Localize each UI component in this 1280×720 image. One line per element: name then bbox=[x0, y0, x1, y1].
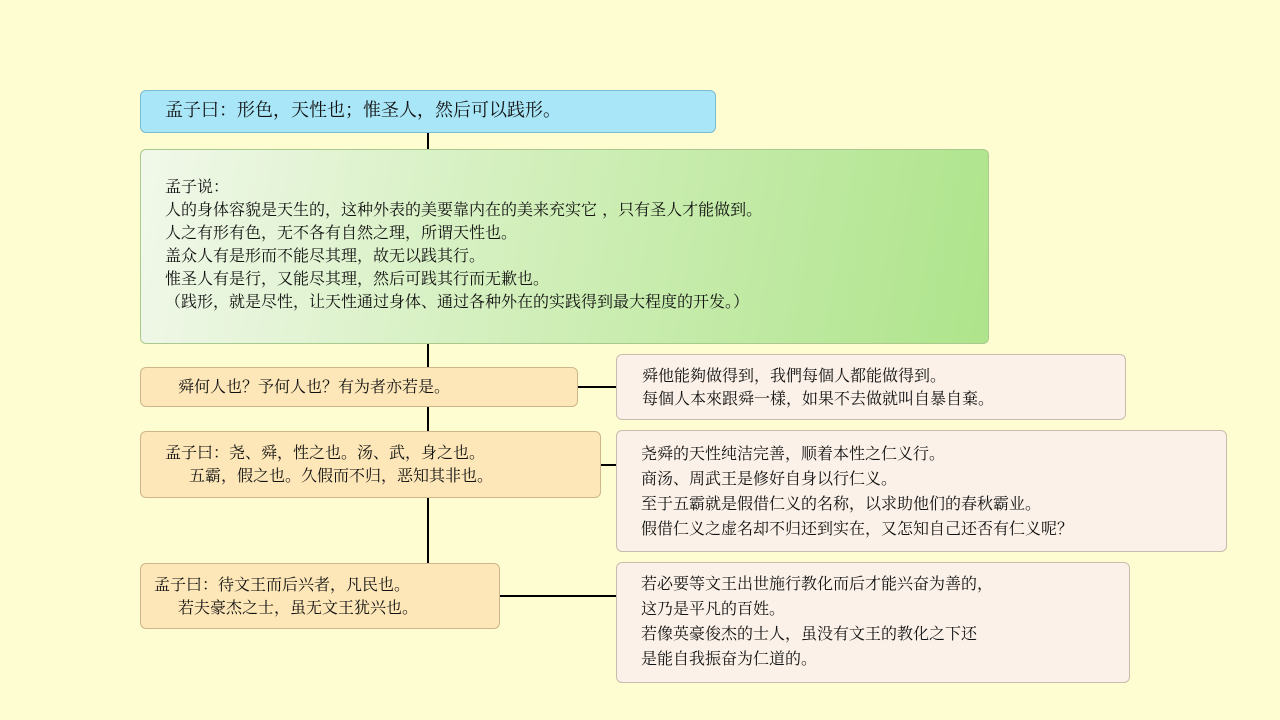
connector-branch-1 bbox=[578, 386, 616, 388]
explanation-line: 人之有形有色，无不各有自然之理，所谓天性也。 bbox=[165, 223, 518, 242]
note-line: 尧舜的天性纯洁完善，顺着本性之仁义行。 bbox=[641, 444, 946, 463]
quote-box-3 bbox=[140, 563, 500, 629]
connector-trunk-2 bbox=[427, 344, 429, 367]
quote-line: 舜何人也？予何人也？有为者亦若是。 bbox=[178, 377, 451, 396]
explanation-line: 盖众人有是形而不能尽其理，故无以践其行。 bbox=[165, 246, 486, 265]
connector-branch-3 bbox=[500, 595, 616, 597]
note-line: 每個人本來跟舜一樣，如果不去做就叫自暴自棄。 bbox=[642, 389, 995, 408]
note-line: 若必要等文王出世施行教化而后才能兴奋为善的， bbox=[641, 574, 994, 593]
note-line: 至于五霸就是假借仁义的名称，以求助他们的春秋霸业。 bbox=[641, 494, 1042, 513]
quote-line: 孟子曰：待文王而后兴者，凡民也。 bbox=[154, 575, 411, 594]
explanation-line: 人的身体容貌是天生的，这种外表的美要靠内在的美来充实它 ，只有圣人才能做到。 bbox=[165, 200, 763, 219]
quote-line: 若夫豪杰之士，虽无文王犹兴也。 bbox=[178, 598, 419, 617]
quote-box-1 bbox=[140, 367, 578, 407]
connector-branch-2 bbox=[601, 464, 616, 466]
note-box-1 bbox=[616, 354, 1126, 420]
note-line: 若像英豪俊杰的士人，虽没有文王的教化之下还 bbox=[641, 624, 978, 643]
note-line: 商汤、周武王是修好自身以行仁义。 bbox=[641, 469, 898, 488]
quote-line: 五霸，假之也。久假而不归，恶知其非也。 bbox=[189, 466, 494, 485]
note-line: 舜他能夠做得到，我們每個人都能做得到。 bbox=[642, 366, 947, 385]
explanation-box bbox=[140, 149, 989, 344]
quote-line: 孟子曰：尧、舜，性之也。汤、武，身之也。 bbox=[165, 443, 486, 462]
connector-trunk-3 bbox=[427, 407, 429, 431]
note-line: 这乃是平凡的百姓。 bbox=[641, 599, 786, 618]
note-line: 假借仁义之虚名却不归还到实在，又怎知自己还否有仁义呢？ bbox=[641, 519, 1074, 538]
quote-box-2 bbox=[140, 431, 601, 498]
explanation-line: 孟子说： bbox=[165, 177, 230, 196]
connector-trunk-1 bbox=[427, 133, 429, 149]
connector-trunk-4 bbox=[427, 498, 429, 563]
note-box-3 bbox=[616, 562, 1130, 683]
explanation-line: 惟圣人有是行，又能尽其理，然后可践其行而无歉也。 bbox=[165, 269, 550, 288]
note-box-2 bbox=[616, 430, 1227, 552]
explanation-line: （践形，就是尽性，让天性通过身体、通过各种外在的实践得到最大程度的开发。） bbox=[165, 292, 750, 311]
title-text: 孟子曰：形色，天性也；惟圣人，然后可以践形。 bbox=[165, 100, 561, 121]
title-box bbox=[140, 90, 716, 133]
note-line: 是能自我振奋为仁道的。 bbox=[641, 649, 818, 668]
